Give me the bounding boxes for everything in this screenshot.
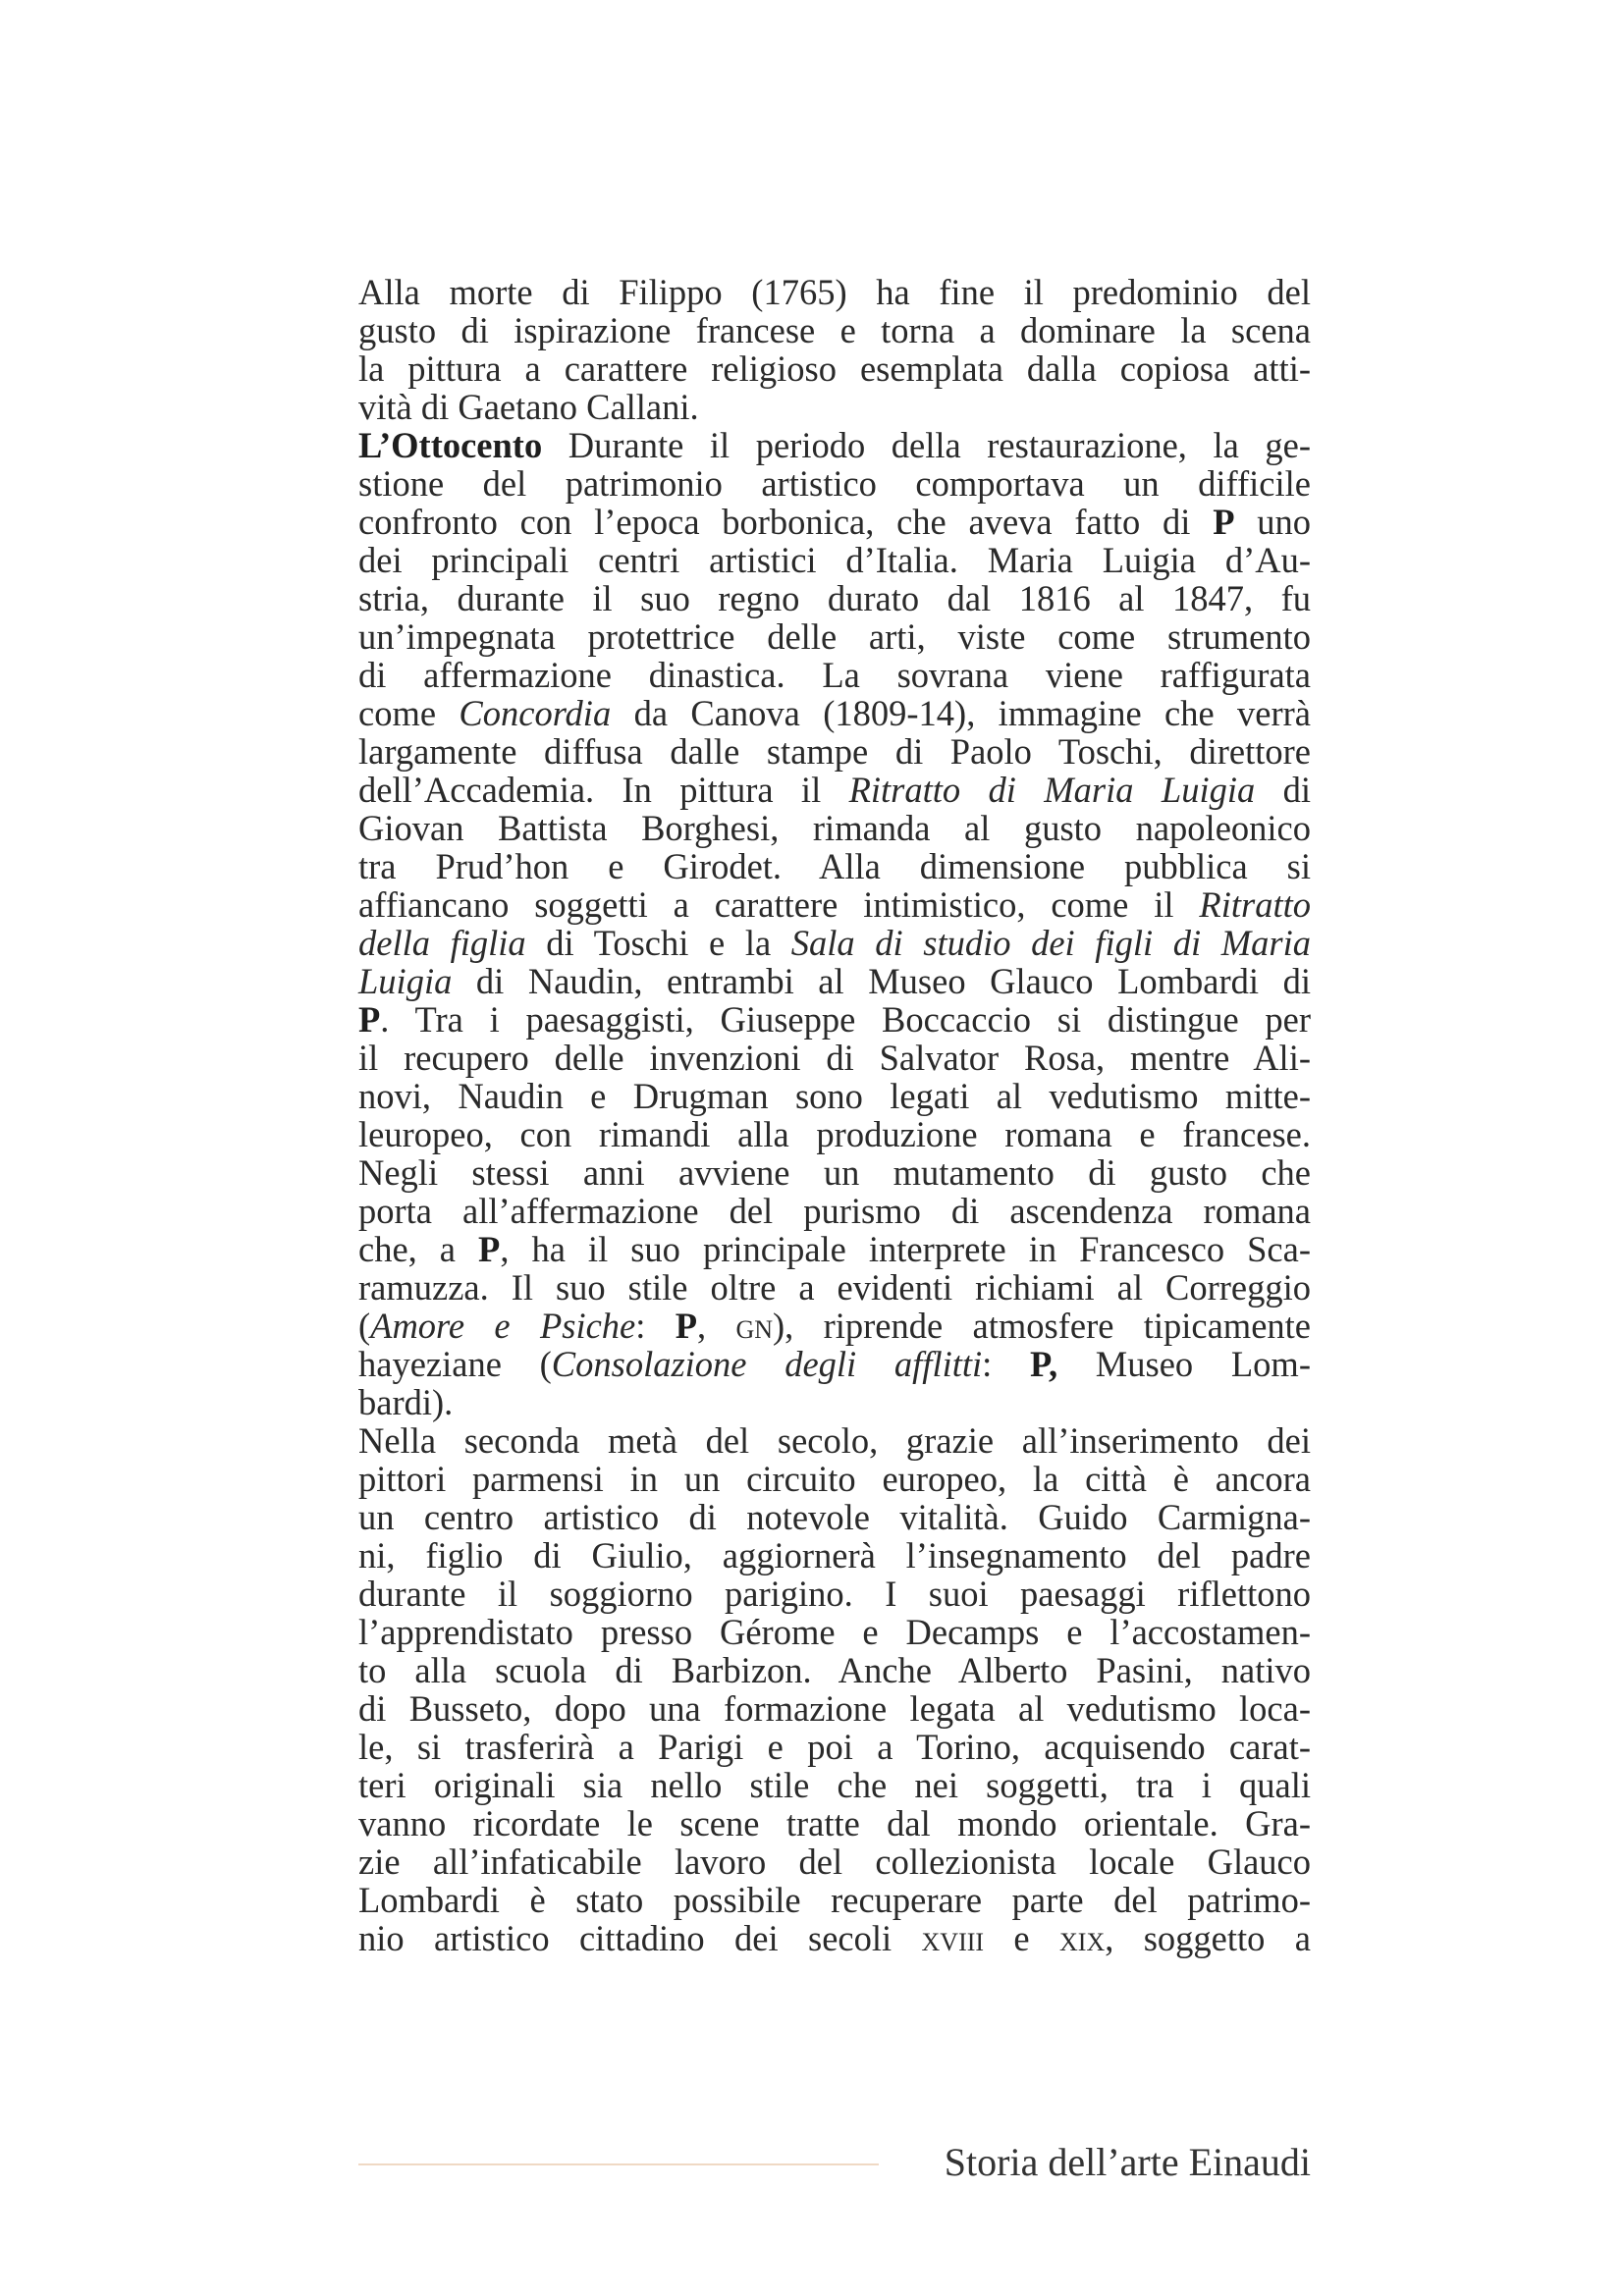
text-segment: to alla scuola di Barbizon. Anche Alberto Pasini, nativo (358, 1650, 1311, 1690)
text-segment: stria, durante il suo regno durato dal 1816 al 1847, fu (358, 578, 1311, 618)
text-line (358, 1613, 1311, 1651)
text-line (358, 885, 1311, 924)
text-line (358, 1268, 1311, 1307)
footer-title: Storia dell’arte Einaudi (944, 2140, 1311, 2184)
text-segment: : (635, 1306, 676, 1346)
text-segment: ni, figlio di Giulio, aggiornerà l’insegnamento del padre (358, 1535, 1311, 1575)
text-line (358, 694, 1311, 732)
text-segment: leuropeo, con rimandi alla produzione romana e francese. (358, 1114, 1311, 1154)
text-segment: la pittura a carattere religioso esemplata dalla copiosa atti- (358, 348, 1311, 389)
text-line (358, 1689, 1311, 1728)
text-line (358, 1575, 1311, 1613)
bold-text: L’Ottocento (358, 425, 543, 465)
text-segment: di Naudin, entrambi al Museo Glauco Lombardi di (452, 961, 1311, 1001)
text-line (358, 273, 1311, 311)
bold-text: P (358, 999, 381, 1040)
text-line (358, 1728, 1311, 1766)
text-line (358, 1766, 1311, 1804)
text-segment: e (984, 1918, 1060, 1958)
text-segment: Nella seconda metà del secolo, grazie all’inserimento dei (358, 1420, 1311, 1461)
text-line (358, 1383, 1311, 1421)
italic-text: Consolazione degli afflitti (551, 1344, 983, 1384)
text-segment: affiancano soggetti a carattere intimistico, come il (358, 884, 1200, 925)
text-segment: un’impegnata protettrice delle arti, viste come strumento (358, 616, 1311, 657)
text-segment: ), riprende atmosfere tipicamente (773, 1306, 1311, 1346)
text-segment: di (1255, 770, 1311, 810)
text-line (358, 1230, 1311, 1268)
text-segment: pittori parmensi in un circuito europeo, la città è ancora (358, 1459, 1311, 1499)
text-segment: hayeziane ( (358, 1344, 552, 1384)
text-segment: come (358, 693, 460, 733)
text-line (358, 541, 1311, 579)
text-segment: dei principali centri artistici d’Italia. Maria Luigia d’Au- (358, 540, 1311, 580)
text-segment: di affermazione dinastica. La sovrana viene raffigurata (358, 655, 1311, 695)
text-segment: stione del patrimonio artistico comportava un difficile (358, 463, 1311, 504)
text-segment: largamente diffusa dalle stampe di Paolo Toschi, direttore (358, 731, 1311, 772)
text-segment: uno (1234, 502, 1311, 542)
text-line (358, 1192, 1311, 1230)
text-line (358, 1307, 1311, 1345)
text-line (358, 1000, 1311, 1039)
text-segment: zie all’infaticabile lavoro del collezionista locale Glauco (358, 1842, 1311, 1882)
text-segment: bardi). (358, 1382, 454, 1422)
text-line (358, 847, 1311, 885)
text-segment: un centro artistico di notevole vitalità. Guido Carmigna- (358, 1497, 1311, 1537)
text-line (358, 1077, 1311, 1115)
footer-rule (358, 2163, 879, 2165)
text-line (358, 579, 1311, 617)
text-segment: vità di Gaetano Callani. (358, 387, 699, 427)
text-segment: Lombardi è stato possibile recuperare parte del patrimo- (358, 1880, 1311, 1920)
text-line (358, 924, 1311, 962)
text-segment: Alla morte di Filippo (1765) ha fine il predominio del (358, 272, 1311, 312)
page-footer (358, 2140, 1311, 2189)
bold-text: P, (1030, 1344, 1058, 1384)
italic-text: Sala di studio dei figli di Maria (790, 923, 1311, 963)
text-segment: : (982, 1344, 1031, 1384)
text-segment: di Toschi e la (525, 923, 791, 963)
text-line (358, 349, 1311, 388)
text-line (358, 1881, 1311, 1919)
text-segment: teri originali sia nello stile che nei soggetti, tra i quali (358, 1765, 1311, 1805)
italic-text: Ritratto di Maria Luigia (848, 770, 1256, 810)
text-segment: vanno ricordate le scene tratte dal mondo orientale. Gra- (358, 1803, 1311, 1843)
italic-text: Luigia (358, 961, 453, 1001)
italic-text: Amore e Psiche (370, 1306, 636, 1346)
smallcaps-text: gn (735, 1306, 774, 1346)
text-segment: confronto con l’epoca borbonica, che aveva fatto di (358, 502, 1214, 542)
text-segment: che, a (358, 1229, 479, 1269)
text-line (358, 503, 1311, 541)
bold-text: P (1213, 502, 1235, 542)
text-segment: novi, Naudin e Drugman sono legati al vedutismo mitte- (358, 1076, 1311, 1116)
text-line (358, 1345, 1311, 1383)
text-line (358, 771, 1311, 809)
text-line (358, 1421, 1311, 1460)
text-line (358, 617, 1311, 656)
bold-text: P (478, 1229, 501, 1269)
text-segment: nio artistico cittadino dei secoli (358, 1918, 922, 1958)
text-segment: di Busseto, dopo una formazione legata al vedutismo loca- (358, 1688, 1311, 1729)
text-line (358, 809, 1311, 847)
text-segment: . Tra i paesaggisti, Giuseppe Boccaccio si distingue per (380, 999, 1311, 1040)
text-segment: ( (358, 1306, 371, 1346)
text-line (358, 1153, 1311, 1192)
italic-text: Concordia (459, 693, 612, 733)
smallcaps-text: xix (1059, 1918, 1106, 1958)
text-line (358, 1651, 1311, 1689)
text-segment: Giovan Battista Borghesi, rimanda al gusto napoleonico (358, 808, 1311, 848)
text-segment: , soggetto a (1105, 1918, 1311, 1958)
body-text (358, 273, 1311, 1957)
text-segment: tra Prud’hon e Girodet. Alla dimensione pubblica si (358, 846, 1311, 886)
text-segment: porta all’affermazione del purismo di ascendenza romana (358, 1191, 1311, 1231)
text-line (358, 1460, 1311, 1498)
text-line (358, 656, 1311, 694)
text-line (358, 1842, 1311, 1881)
text-segment: l’apprendistato presso Gérome e Decamps e l’accostamen- (358, 1612, 1311, 1652)
text-segment: ramuzza. Il suo stile oltre a evidenti richiami al Correggio (358, 1267, 1311, 1308)
text-segment: dell’Accademia. In pittura il (358, 770, 849, 810)
text-segment: gusto di ispirazione francese e torna a dominare la scena (358, 310, 1311, 350)
text-segment: da Canova (1809-14), immagine che verrà (611, 693, 1311, 733)
text-segment: , ha il suo principale interprete in Francesco Sca- (500, 1229, 1311, 1269)
text-line (358, 464, 1311, 503)
text-segment: , (697, 1306, 736, 1346)
text-line (358, 311, 1311, 349)
text-segment: le, si trasferirà a Parigi e poi a Torino, acquisendo carat- (358, 1727, 1311, 1767)
italic-text: Ritratto (1199, 884, 1311, 925)
text-line (358, 1536, 1311, 1575)
text-line (358, 388, 1311, 426)
text-line (358, 962, 1311, 1000)
text-line (358, 1804, 1311, 1842)
text-line (358, 1039, 1311, 1077)
text-segment: il recupero delle invenzioni di Salvator Rosa, mentre Ali- (358, 1038, 1311, 1078)
text-line (358, 732, 1311, 771)
text-line (358, 1919, 1311, 1957)
text-line (358, 1115, 1311, 1153)
text-line (358, 426, 1311, 464)
text-segment: Durante il periodo della restaurazione, la ge- (542, 425, 1311, 465)
bold-text: P (675, 1306, 697, 1346)
text-segment: Negli stessi anni avviene un mutamento di gusto che (358, 1152, 1311, 1193)
text-line (358, 1498, 1311, 1536)
text-segment: Museo Lom- (1057, 1344, 1311, 1384)
text-segment: durante il soggiorno parigino. I suoi paesaggi riflettono (358, 1574, 1311, 1614)
italic-text: della figlia (358, 923, 526, 963)
smallcaps-text: xviii (921, 1918, 985, 1958)
